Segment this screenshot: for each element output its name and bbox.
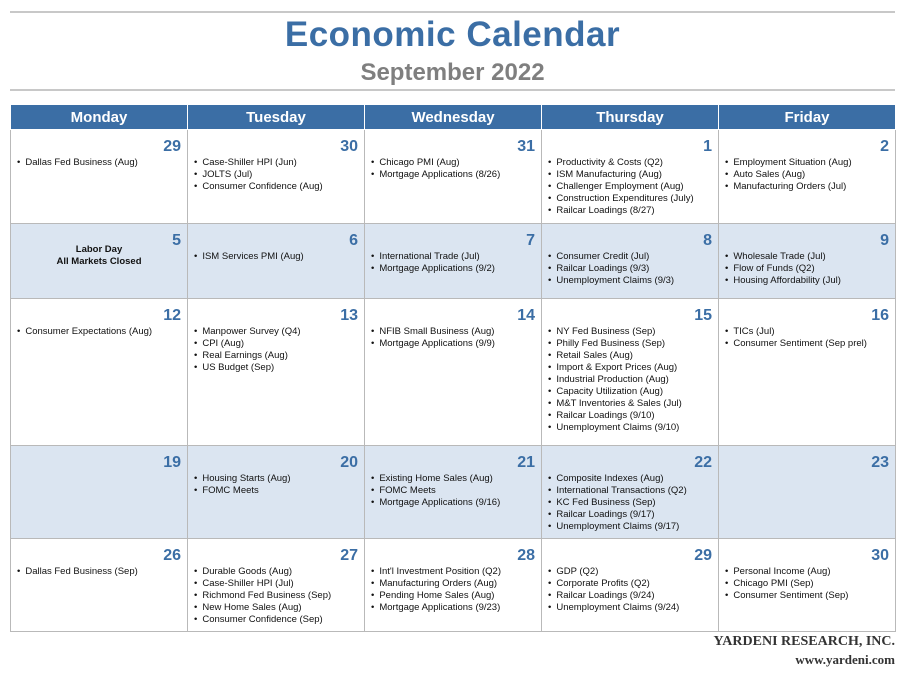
- event-list: [542, 472, 718, 533]
- event-item: • Railcar Loadings (9/10): [548, 410, 718, 422]
- event-item: • Industrial Production (Aug): [548, 374, 718, 386]
- event-list: [188, 250, 364, 263]
- week-row: [11, 130, 896, 224]
- event-item: • Mortgage Applications (9/2): [371, 263, 541, 275]
- event-list: [719, 156, 895, 193]
- event-item: • Consumer Credit (Jul): [548, 251, 718, 263]
- day-number: 29: [163, 138, 181, 155]
- event-list: [719, 250, 895, 287]
- event-item: • CPI (Aug): [194, 338, 364, 350]
- day-number: 15: [694, 307, 712, 324]
- event-item: • Consumer Expectations (Aug): [17, 326, 187, 338]
- event-item: • Wholesale Trade (Jul): [725, 251, 895, 263]
- event-item: • Real Earnings (Aug): [194, 350, 364, 362]
- day-cell: [542, 224, 719, 299]
- day-cell: [11, 299, 188, 446]
- day-number: 5: [172, 232, 181, 249]
- event-item: • Personal Income (Aug): [725, 566, 895, 578]
- day-cell: [719, 224, 896, 299]
- event-item: • ISM Manufacturing (Aug): [548, 169, 718, 181]
- weekday-header: Wednesday: [365, 105, 542, 130]
- day-number: 21: [517, 454, 535, 471]
- event-item: • Manufacturing Orders (Aug): [371, 578, 541, 590]
- event-item: • Consumer Confidence (Sep): [194, 614, 364, 626]
- event-item: • Railcar Loadings (8/27): [548, 205, 718, 217]
- event-item: • JOLTS (Jul): [194, 169, 364, 181]
- event-item: • Chicago PMI (Sep): [725, 578, 895, 590]
- day-cell: [719, 299, 896, 446]
- event-item: • Construction Expenditures (July): [548, 193, 718, 205]
- event-item: • Challenger Employment (Aug): [548, 181, 718, 193]
- event-item: • Railcar Loadings (9/3): [548, 263, 718, 275]
- event-item: • Composite Indexes (Aug): [548, 473, 718, 485]
- event-list: [188, 156, 364, 193]
- event-item: • Unemployment Claims (9/24): [548, 602, 718, 614]
- event-item: • Dallas Fed Business (Aug): [17, 157, 187, 169]
- event-item: • Auto Sales (Aug): [725, 169, 895, 181]
- day-number: 7: [526, 232, 535, 249]
- event-list: [365, 156, 541, 181]
- calendar-table: [10, 104, 896, 632]
- event-item: • Int'l Investment Position (Q2): [371, 566, 541, 578]
- day-cell: [365, 539, 542, 632]
- day-cell: [365, 299, 542, 446]
- event-item: • Case-Shiller HPI (Jun): [194, 157, 364, 169]
- event-item: • Housing Starts (Aug): [194, 473, 364, 485]
- event-item: • FOMC Meets: [194, 485, 364, 497]
- event-item: • Philly Fed Business (Sep): [548, 338, 718, 350]
- event-list: [719, 325, 895, 350]
- event-list: [365, 250, 541, 275]
- event-item: • GDP (Q2): [548, 566, 718, 578]
- day-number: 26: [163, 547, 181, 564]
- day-cell: [542, 446, 719, 539]
- event-list: [542, 565, 718, 614]
- event-list: [188, 565, 364, 626]
- weekday-header: Monday: [11, 105, 188, 130]
- day-number: 31: [517, 138, 535, 155]
- footer-website[interactable]: www.yardeni.com: [795, 652, 895, 667]
- event-item: • Unemployment Claims (9/3): [548, 275, 718, 287]
- event-item: • Pending Home Sales (Aug): [371, 590, 541, 602]
- event-item: • Case-Shiller HPI (Jul): [194, 578, 364, 590]
- weekday-header: Tuesday: [188, 105, 365, 130]
- event-list: [188, 325, 364, 374]
- event-item: • Consumer Sentiment (Sep prel): [725, 338, 895, 350]
- event-item: • Mortgage Applications (9/16): [371, 497, 541, 509]
- event-list: [542, 325, 718, 434]
- day-number: 12: [163, 307, 181, 324]
- weekday-header: Thursday: [542, 105, 719, 130]
- event-list: [11, 565, 187, 578]
- day-number: 1: [703, 138, 712, 155]
- event-item: • International Trade (Jul): [371, 251, 541, 263]
- top-rule: [10, 11, 895, 13]
- holiday-label: All Markets Closed: [56, 256, 142, 267]
- week-row: [11, 539, 896, 632]
- event-item: • Mortgage Applications (8/26): [371, 169, 541, 181]
- event-item: • Unemployment Claims (9/17): [548, 521, 718, 533]
- event-item: • TICs (Jul): [725, 326, 895, 338]
- page-title: Economic Calendar: [284, 15, 621, 54]
- day-number: 30: [871, 547, 889, 564]
- event-list: [188, 472, 364, 497]
- day-number: 2: [880, 138, 889, 155]
- day-cell: [542, 539, 719, 632]
- week-row: [11, 299, 896, 446]
- page-subtitle: September 2022: [360, 59, 545, 86]
- day-cell: [719, 539, 896, 632]
- day-cell: [365, 224, 542, 299]
- event-list: [11, 156, 187, 169]
- weekday-header-row: [11, 105, 896, 130]
- title-rule: [10, 89, 895, 91]
- day-number: 13: [340, 307, 358, 324]
- day-cell: [188, 446, 365, 539]
- event-item: • NFIB Small Business (Aug): [371, 326, 541, 338]
- event-item: • ISM Services PMI (Aug): [194, 251, 364, 263]
- weekday-header: Friday: [719, 105, 896, 130]
- day-number: 6: [349, 232, 358, 249]
- event-item: • Dallas Fed Business (Sep): [17, 566, 187, 578]
- event-item: • Flow of Funds (Q2): [725, 263, 895, 275]
- event-item: • M&T Inventories & Sales (Jul): [548, 398, 718, 410]
- day-number: 16: [871, 307, 889, 324]
- event-item: • Mortgage Applications (9/23): [371, 602, 541, 614]
- event-item: • Existing Home Sales (Aug): [371, 473, 541, 485]
- event-item: • KC Fed Business (Sep): [548, 497, 718, 509]
- event-item: • Mortgage Applications (9/9): [371, 338, 541, 350]
- day-number: 23: [871, 454, 889, 471]
- day-number: 9: [880, 232, 889, 249]
- day-number: 20: [340, 454, 358, 471]
- day-cell: [365, 130, 542, 224]
- event-item: • Chicago PMI (Aug): [371, 157, 541, 169]
- day-cell: [188, 539, 365, 632]
- day-cell: [188, 130, 365, 224]
- event-item: • Unemployment Claims (9/10): [548, 422, 718, 434]
- day-cell: [365, 446, 542, 539]
- day-cell: [188, 299, 365, 446]
- event-item: • Employment Situation (Aug): [725, 157, 895, 169]
- event-item: • NY Fed Business (Sep): [548, 326, 718, 338]
- event-item: • Consumer Sentiment (Sep): [725, 590, 895, 602]
- day-number: 27: [340, 547, 358, 564]
- event-list: [11, 325, 187, 338]
- day-cell: [719, 130, 896, 224]
- event-list: [542, 156, 718, 217]
- event-item: • Manufacturing Orders (Jul): [725, 181, 895, 193]
- day-cell: [11, 224, 188, 299]
- event-list: [365, 565, 541, 614]
- day-cell: [542, 130, 719, 224]
- day-cell: [11, 539, 188, 632]
- day-number: 28: [517, 547, 535, 564]
- event-item: • New Home Sales (Aug): [194, 602, 364, 614]
- day-number: 19: [163, 454, 181, 471]
- event-list: [365, 472, 541, 509]
- day-number: 22: [694, 454, 712, 471]
- day-cell: [11, 446, 188, 539]
- day-cell: [542, 299, 719, 446]
- event-item: • Railcar Loadings (9/24): [548, 590, 718, 602]
- footer-company: YARDENI RESEARCH, INC.: [713, 634, 895, 649]
- event-item: • Housing Affordability (Jul): [725, 275, 895, 287]
- event-item: • Richmond Fed Business (Sep): [194, 590, 364, 602]
- event-item: • Import & Export Prices (Aug): [548, 362, 718, 374]
- day-number: 29: [694, 547, 712, 564]
- event-item: • International Transactions (Q2): [548, 485, 718, 497]
- event-item: • US Budget (Sep): [194, 362, 364, 374]
- event-item: • Retail Sales (Aug): [548, 350, 718, 362]
- day-number: 30: [340, 138, 358, 155]
- event-item: • Railcar Loadings (9/17): [548, 509, 718, 521]
- calendar-body: [11, 130, 896, 632]
- event-item: • Capacity Utilization (Aug): [548, 386, 718, 398]
- event-item: • Consumer Confidence (Aug): [194, 181, 364, 193]
- day-cell: [719, 446, 896, 539]
- day-number: 14: [517, 307, 535, 324]
- day-number: 8: [703, 232, 712, 249]
- day-cell: [188, 224, 365, 299]
- event-item: • FOMC Meets: [371, 485, 541, 497]
- event-list: [365, 325, 541, 350]
- week-row: [11, 446, 896, 539]
- holiday-label: Labor Day: [75, 244, 123, 255]
- event-item: • Manpower Survey (Q4): [194, 326, 364, 338]
- day-cell: [11, 130, 188, 224]
- event-item: • Productivity & Costs (Q2): [548, 157, 718, 169]
- event-item: • Durable Goods (Aug): [194, 566, 364, 578]
- event-list: [542, 250, 718, 287]
- event-item: • Corporate Profits (Q2): [548, 578, 718, 590]
- event-list: [719, 565, 895, 602]
- week-row: [11, 224, 896, 299]
